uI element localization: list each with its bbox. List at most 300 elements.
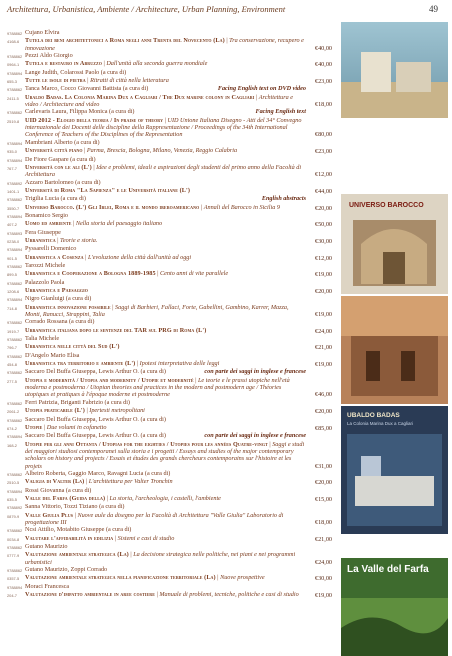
book-price: €80,00 bbox=[314, 131, 332, 139]
catalog-author bbox=[7, 69, 332, 77]
catalog-entry bbox=[7, 220, 332, 228]
book-subtitle: La decisione strategica nelle politiche, nei piani e nei programmi urbanistici bbox=[25, 551, 296, 566]
isbn-code: 9788894 bbox=[7, 584, 23, 590]
isbn-code: 9788862 bbox=[7, 110, 23, 116]
catalog-entry bbox=[7, 551, 332, 566]
book-price: €15,00 bbox=[314, 495, 332, 503]
author-names: Lange Judith, Colarossi Paolo (a cura di) bbox=[25, 68, 127, 76]
isbn-code: 9788862 bbox=[7, 320, 23, 326]
entry-text bbox=[25, 187, 332, 195]
isbn-code: 899-5 bbox=[7, 272, 17, 278]
entry-text bbox=[25, 179, 332, 187]
isbn-code: 9788894 bbox=[7, 488, 23, 494]
entry-text bbox=[25, 295, 332, 303]
book-title: Ubaldo Badas. La Colonia Marina Dux a Cagliari / The Dux marine colony in Cagliari bbox=[25, 93, 255, 101]
catalog-entry bbox=[7, 94, 332, 109]
entry-text: Urbanistica tra territorio e ambiente (L') | Ipotesi interpretativa delle leggi €19,00 bbox=[25, 360, 332, 369]
book-subtitle: Ritratti di città nella letteratura bbox=[90, 77, 169, 85]
catalog-author bbox=[7, 368, 332, 376]
book-title: Universo Barocco. (L') Gli Iblei, Roma e il mondo iberoamericano bbox=[25, 203, 200, 211]
catalog-author bbox=[7, 295, 332, 303]
entry-text: Valutazione ambientale strategica nella pianificazione territoriale (La) | Nuove prospettive €30,00 bbox=[25, 574, 332, 583]
book-subtitle: Dall'unità alla seconda guerra mondiale bbox=[106, 60, 208, 68]
isbn-code: 9788894 bbox=[7, 434, 23, 440]
book-price: €20,00 bbox=[314, 479, 332, 487]
catalog-list bbox=[7, 29, 332, 599]
entry-text: Uomo ed ambiente | Nella storia del paesaggio italiano €50,00 bbox=[25, 220, 332, 229]
catalog-author bbox=[7, 399, 332, 407]
catalog-author bbox=[7, 470, 332, 478]
isbn-code: 9788862 bbox=[7, 528, 23, 534]
book-subtitle: Tra conservazione, recupero e innovazione bbox=[25, 37, 304, 52]
catalog-author bbox=[7, 195, 332, 203]
entry-text bbox=[25, 85, 332, 93]
author-names: Gutano Maurizio bbox=[25, 543, 68, 550]
book-title: Urbanistica e Paesaggio bbox=[25, 287, 88, 294]
entry-text bbox=[25, 69, 332, 77]
catalog-entry bbox=[7, 254, 332, 262]
entry-text bbox=[25, 503, 332, 511]
entry-text bbox=[25, 318, 332, 326]
catalog-entry bbox=[7, 204, 332, 212]
catalog-author bbox=[7, 352, 332, 360]
book-price: €23,00 bbox=[314, 78, 332, 86]
entry-note: English abstracts bbox=[261, 195, 306, 203]
isbn-code: 635-5 bbox=[7, 496, 17, 502]
entry-text bbox=[25, 229, 332, 237]
isbn-code: 9788894 bbox=[7, 297, 23, 303]
author-names: Corrado Rossana (a cura di) bbox=[25, 318, 95, 326]
entry-text: Utopia praticabile (L') | Ipertesti metropolitani €20,00 bbox=[25, 407, 332, 416]
entry-text: Valutare l'affidabilità in edilizia | Sistemi e casi di studio €21,00 bbox=[25, 534, 332, 543]
book-subtitle: Manuale di problemi, tecniche, politiche e casi di studio bbox=[159, 591, 299, 599]
book-title: Urbanistica bbox=[25, 236, 56, 244]
book-title: Valutazione ambientale strategica nella pianificazione territoriale (La) bbox=[25, 574, 216, 582]
book-price: €18,00 bbox=[314, 101, 332, 109]
book-title: Valutazione ambientale strategica (La) bbox=[25, 551, 129, 559]
isbn-code: 3550-7 bbox=[7, 205, 20, 211]
author-names: Saccaro Del Buffa Giuseppa, Lewis Arthur O. (a cura di) bbox=[25, 368, 166, 376]
isbn-code: 9788862 bbox=[7, 545, 23, 550]
isbn-code: 2510-5 bbox=[7, 480, 20, 486]
entry-text bbox=[25, 335, 332, 343]
entry-text: Università con le ali (L') | Idee e problemi, ideali e aspirazioni degli studenti del primo anno della Facoltà di Architettura €12,00 bbox=[25, 163, 332, 179]
author-names: Fera Giuseppe bbox=[25, 228, 61, 236]
isbn-code: 168-2 bbox=[7, 442, 17, 448]
book-cover-universo-barocco[interactable] bbox=[341, 194, 448, 294]
book-subtitle: Annali del Barocco in Sicilia 9 bbox=[203, 203, 280, 211]
catalog-entry bbox=[7, 495, 332, 503]
entry-text bbox=[25, 416, 332, 424]
isbn-code: 935-0 bbox=[7, 149, 17, 155]
entry-text bbox=[25, 108, 332, 116]
catalog-entry bbox=[7, 535, 332, 543]
catalog-author bbox=[7, 566, 332, 574]
isbn-code: 767-7 bbox=[7, 165, 17, 171]
catalog-author bbox=[7, 432, 332, 440]
book-price: €19,00 bbox=[314, 361, 332, 369]
entry-text: UID 2012 - Elogio della teoria / In praise of theory | UID Unione Italiana Disegno - Atti del 34° Convegno internazionale dei Docenti delle discipline della Rappresentazione / Proceedings of the 34th International Conference of Teachers of the Disciplines of the Representation €80,00 bbox=[25, 116, 332, 139]
catalog-author bbox=[7, 543, 332, 551]
catalog-entry bbox=[7, 478, 332, 486]
book-price: €31,00 bbox=[314, 462, 332, 470]
catalog-entry bbox=[7, 77, 332, 85]
catalog-entry bbox=[7, 360, 332, 368]
catalog-entry bbox=[7, 117, 332, 139]
entry-text bbox=[25, 566, 332, 574]
book-title: Urbanistica e Cooperazione a Bologna 1889-1985 bbox=[25, 270, 156, 278]
book-title: Urbanistica nelle città del Sud (L') bbox=[25, 343, 120, 351]
catalog-entry bbox=[7, 147, 332, 155]
book-title: Valigia di Valter (La) bbox=[25, 478, 85, 486]
isbn-code: 9788894 bbox=[7, 70, 23, 76]
entry-text bbox=[25, 156, 332, 164]
catalog-author bbox=[7, 156, 332, 164]
isbn-code: 277-5 bbox=[7, 378, 17, 384]
entry-text: Urbanistica a Cosenza | L'evoluzione della città dall'unità ad oggi €12,00 bbox=[25, 253, 332, 262]
author-names: Tarozzi Michele bbox=[25, 261, 66, 269]
cover-subtitle: La Colonia Marina Dux a Cagliari bbox=[347, 421, 414, 426]
author-names: Azzaro Bartolomeo (a cura di) bbox=[25, 178, 101, 186]
isbn-code: 9788893 bbox=[7, 230, 23, 236]
book-subtitle: Le teorie e le prassi utopiche nell'età moderna e postmoderna / Utopian theories and practices in the modern and postmodern age / Théories utopiques et pratiques à l'époque moderne et postmoderne bbox=[25, 376, 290, 399]
isbn-code: 407-2 bbox=[7, 222, 17, 228]
book-title: Valutare l'affidabilità in edilizia bbox=[25, 534, 114, 542]
isbn-code: 0357-5 bbox=[7, 576, 20, 582]
author-names: Bonamico Sergio bbox=[25, 211, 69, 219]
book-subtitle: L'evoluzione della città dall'unità ad oggi bbox=[87, 253, 192, 261]
isbn-code: 0964-1 bbox=[7, 62, 20, 68]
author-names: De Fiore Gaspare (a cura di) bbox=[25, 155, 96, 163]
entry-text: Valle del Farfa (Guida della) | La storia, l'archeologia, i castelli, l'ambiente €15,00 bbox=[25, 494, 332, 503]
book-subtitle: UID Unione Italiana Disegno - Atti del 34° Convegno internazionale dei Docenti delle discipline della Rappresentazione / Proceedings of the 34th International Conference of Teachers of the Disciplines of the Representation bbox=[25, 116, 302, 139]
book-subtitle: Saggi e studi dei maggiori studiosi contemporanei sulla storia e i progetti / Essays and studies of the major contemporary scholars on history and projects / Essais et études des grands chercheurs contemporains sur l'histoire et les projets bbox=[25, 440, 305, 470]
entry-text bbox=[25, 327, 332, 335]
isbn-code: 9788894 bbox=[7, 247, 23, 253]
entry-text bbox=[25, 212, 332, 220]
book-subtitle: Due volumi in cofanetto bbox=[46, 423, 107, 431]
isbn-code: 9788862 bbox=[7, 280, 23, 286]
entry-text bbox=[25, 583, 332, 591]
catalog-entry bbox=[7, 187, 332, 195]
entry-note: con parte dei saggi in inglese e francese bbox=[204, 432, 306, 440]
catalog-author bbox=[7, 416, 332, 424]
entry-text: Università città piano | Parma, Brescia, Bologna, Milano, Venezia, Reggio Calabria €23,00 bbox=[25, 147, 332, 156]
author-names: Ferri Patrizia, Briganti Fabrizio (a cura di) bbox=[25, 398, 130, 406]
author-names: Gutano Maurizio, Zoppi Corrado bbox=[25, 566, 108, 574]
book-price: €46,00 bbox=[314, 391, 332, 399]
book-subtitle: Saggi di Barbieri, Fallaci, Forte, Gabellini, Gambino, Karrer, Mazza, Monti, Ranucci, Strappini, Talia bbox=[25, 303, 289, 319]
author-names: Mambriani Alberto (a cura di) bbox=[25, 138, 100, 146]
page-number: 49 bbox=[429, 4, 438, 14]
entry-text: Tutte le isole di pietra | Ritratti di città nella letteratura €23,00 bbox=[25, 77, 332, 86]
book-title: Uomo ed ambiente bbox=[25, 220, 72, 228]
isbn-code: 9788892 bbox=[7, 180, 23, 186]
book-price: €30,00 bbox=[314, 575, 332, 583]
entry-text bbox=[25, 432, 332, 440]
catalog-author bbox=[7, 139, 332, 147]
isbn-code: 9788892 bbox=[7, 505, 23, 511]
entry-text bbox=[25, 352, 332, 360]
isbn-code: 2519-8 bbox=[7, 118, 20, 124]
book-price: €24,00 bbox=[314, 558, 332, 566]
catalog-author bbox=[7, 108, 332, 116]
entry-text bbox=[25, 52, 332, 60]
book-price: €40,00 bbox=[314, 44, 332, 52]
isbn-code: 0879-9 bbox=[7, 513, 20, 519]
book-title: Utopia e modernità / Utopia and modernity / Utopie et modernité bbox=[25, 376, 194, 384]
cover-title: La Valle del Farfa bbox=[347, 564, 429, 575]
book-subtitle: Architettura e video / Architecture and video bbox=[25, 93, 294, 109]
entry-note: Facing English text bbox=[255, 108, 306, 116]
cover-title: UNIVERSO BAROCCO bbox=[349, 202, 424, 209]
entry-text bbox=[25, 470, 332, 478]
book-price: €19,00 bbox=[314, 311, 332, 319]
isbn-code: 714-8 bbox=[7, 305, 17, 311]
entry-text bbox=[25, 279, 332, 287]
isbn-code: 2061-2 bbox=[7, 409, 20, 415]
book-subtitle: Nella storia del paesaggio italiano bbox=[75, 220, 163, 228]
entry-text bbox=[25, 245, 332, 253]
author-names: D'Angelo Mario Elisa bbox=[25, 351, 80, 359]
catalog-author bbox=[7, 229, 332, 237]
catalog-entry bbox=[7, 377, 332, 399]
isbn-code: 1919-7 bbox=[7, 328, 20, 334]
entry-text bbox=[25, 526, 332, 534]
book-price: €50,00 bbox=[314, 221, 332, 229]
isbn-code: 9788894 bbox=[7, 213, 23, 219]
book-price: €21,00 bbox=[314, 535, 332, 543]
book-price: €12,00 bbox=[314, 171, 332, 179]
entry-text bbox=[25, 262, 332, 270]
catalog-author bbox=[7, 262, 332, 270]
isbn-code: 655-3 bbox=[7, 79, 17, 85]
catalog-entry bbox=[7, 304, 332, 319]
entry-text bbox=[25, 543, 332, 551]
cover-artwork bbox=[341, 194, 448, 294]
isbn-code: 9788862 bbox=[7, 54, 23, 60]
book-title: Valutazione d'impatto ambientale in aree costiere bbox=[25, 591, 156, 599]
cover-title: UBALDO BADAS bbox=[347, 412, 400, 419]
book-subtitle: La storia, l'archeologia, i castelli, l'ambiente bbox=[109, 494, 221, 502]
catalog-entry bbox=[7, 574, 332, 582]
catalog-author bbox=[7, 245, 332, 253]
book-cover[interactable] bbox=[341, 296, 448, 404]
book-cover-ubaldo-badas[interactable] bbox=[341, 406, 448, 534]
author-names: Nigro Gianluigi (a cura di) bbox=[25, 295, 92, 303]
author-names: Saccaro Del Buffa Giuseppa, Lewis Arthur O. (a cura di) bbox=[25, 432, 166, 440]
cover-artwork bbox=[341, 296, 448, 404]
catalog-entry bbox=[7, 270, 332, 278]
isbn-code: 9788894 bbox=[7, 157, 23, 163]
entry-text: Universo Barocco. (L') Gli Iblei, Roma e il mondo iberoamericano | Annali del Barocco in Sicilia 9 €20,00 bbox=[25, 203, 332, 212]
isbn-code: 204-7 bbox=[7, 593, 17, 599]
book-title: Utopie per gli anni Ottanta / Utopias for the eighties / Utopies pour les années Quatre-vingt bbox=[25, 440, 268, 448]
catalog-entry bbox=[7, 407, 332, 415]
book-subtitle: Ipotesi interpretativa delle leggi bbox=[139, 360, 220, 368]
author-names: Palazzolo Paola bbox=[25, 278, 65, 286]
isbn-code: 2411-5 bbox=[7, 95, 19, 101]
entry-text: Utopie | Due volumi in cofanetto €85,00 bbox=[25, 423, 332, 432]
catalog-author bbox=[7, 335, 332, 343]
book-subtitle: Parma, Brescia, Bologna, Milano, Venezia, Reggio Calabria bbox=[86, 147, 238, 155]
book-price: €30,00 bbox=[314, 237, 332, 245]
catalog-entry bbox=[7, 591, 332, 599]
isbn-code: 9788862 bbox=[7, 471, 23, 477]
author-names: Talia Michele bbox=[25, 335, 60, 343]
author-names: Pezzi Aldo Giorgio bbox=[25, 52, 73, 60]
catalog-author bbox=[7, 85, 332, 93]
entry-text: Utopia e modernità / Utopia and modernity / Utopie et modernité | Le teorie e le prassi utopiche nell'età moderna e postmoderna / Utopian theories and practices in the modern and postmodern age / Théories utopiques et pratiques à l'époque moderne et postmoderne €46,00 bbox=[25, 376, 332, 399]
book-price: €85,00 bbox=[314, 424, 332, 432]
isbn-code: 454-8 bbox=[7, 362, 17, 368]
catalog-entry bbox=[7, 424, 332, 432]
entry-text: Valigia di Valter (La) | L'architettura per Valter Tronchin €20,00 bbox=[25, 478, 332, 487]
isbn-code: 9788862 bbox=[7, 370, 23, 376]
entry-text bbox=[25, 195, 332, 203]
entry-text bbox=[25, 368, 332, 376]
catalog-author bbox=[7, 279, 332, 287]
isbn-code: 9788862 bbox=[7, 353, 23, 359]
catalog-entry bbox=[7, 343, 332, 351]
author-names: Pyssarelli Domenico bbox=[25, 245, 77, 253]
book-subtitle: Teorie e storia. bbox=[60, 236, 98, 244]
entry-text bbox=[25, 487, 332, 495]
book-price: €18,00 bbox=[314, 518, 332, 526]
isbn-code: 9788862 bbox=[7, 197, 23, 203]
isbn-code: 9788862 bbox=[7, 400, 23, 406]
book-price: €21,00 bbox=[314, 344, 332, 352]
catalog-author bbox=[7, 318, 332, 326]
isbn-code: 1401-1 bbox=[7, 188, 20, 194]
book-title: Tutela dei beni architettonici a Roma negli anni Trenta del Novecento (La) bbox=[25, 37, 225, 45]
entry-text: Urbanistica innovazione possibile | Saggi di Barbieri, Fallaci, Forte, Gabellini, Gambino, Karrer, Mazza, Monti, Ranucci, Strappini, Talia €19,00 bbox=[25, 303, 332, 319]
book-subtitle: Nuove aule da disegno per la Facoltà di Architettura "Valle Giulia" Laboratorio di progettazione III bbox=[25, 511, 284, 526]
entry-text: Tutela dei beni architettonici a Roma negli anni Trenta del Novecento (La) | Tra conservazione, recupero e innovazione €40,00 bbox=[25, 37, 332, 52]
entry-text: Valle Giulia Plus | Nuove aule da disegno per la Facoltà di Architettura "Valle Giulia" Laboratorio di progettazione III €18,00 bbox=[25, 511, 332, 526]
book-price: €19,00 bbox=[314, 592, 332, 600]
catalog-author bbox=[7, 29, 332, 37]
book-subtitle: Idee e problemi, ideali e aspirazioni degli studenti del primo anno della Facoltà di Architettura bbox=[25, 163, 302, 179]
isbn-code: 4168-6 bbox=[7, 39, 20, 45]
entry-text: Valutazione ambientale strategica (La) | La decisione strategica nelle politiche, nei piani e nei programmi urbanistici €24,00 bbox=[25, 551, 332, 566]
catalog-author bbox=[7, 526, 332, 534]
entry-note: Facing English text on DVD video bbox=[217, 85, 306, 93]
catalog-entry bbox=[7, 37, 332, 52]
entry-text bbox=[25, 343, 332, 351]
book-price: €12,00 bbox=[314, 254, 332, 262]
book-cover-valle-del-farfa[interactable] bbox=[341, 558, 448, 656]
entry-text bbox=[25, 29, 332, 37]
book-title: UID 2012 - Elogio della teoria / In praise of theory bbox=[25, 116, 164, 124]
book-subtitle: Cento anni di vite parallele bbox=[160, 270, 229, 278]
book-subtitle: Nuove prospettive bbox=[220, 574, 265, 582]
book-title: Urbanistica tra territorio e ambiente (L') bbox=[25, 360, 136, 368]
catalog-entry bbox=[7, 237, 332, 245]
isbn-code: 0777-9 bbox=[7, 553, 20, 559]
book-subtitle: Sistemi e casi di studio bbox=[117, 534, 175, 542]
catalog-entry bbox=[7, 512, 332, 527]
isbn-code: 9788862 bbox=[7, 417, 23, 423]
isbn-code: 9788894 bbox=[7, 140, 23, 146]
isbn-code: 9788862 bbox=[7, 31, 23, 36]
author-names: Ncsi Attilio, Motabito Giuseppe (a cura di) bbox=[25, 526, 132, 534]
book-title: Urbanistica innovazione possibile bbox=[25, 303, 111, 311]
catalog-author bbox=[7, 179, 332, 187]
isbn-code: 9788862 bbox=[7, 568, 23, 574]
author-names: Carlevaris Laura, Filippa Monica (a cura di) bbox=[25, 108, 135, 116]
author-names: Saccaro Del Buffa Giuseppa, Lewis Arthur O. (a cura di) bbox=[25, 415, 166, 423]
isbn-code: 0034-8 bbox=[7, 536, 20, 542]
book-price: €44,00 bbox=[314, 187, 332, 195]
book-price: €20,00 bbox=[314, 408, 332, 416]
isbn-code: 1208-6 bbox=[7, 289, 20, 294]
book-title: Università con le ali (L') bbox=[25, 163, 92, 171]
isbn-code: 9788862 bbox=[7, 87, 23, 93]
book-title: Università città piano bbox=[25, 147, 83, 155]
catalog-entry bbox=[7, 441, 332, 470]
isbn-code: 901-5 bbox=[7, 255, 17, 261]
entry-text bbox=[25, 399, 332, 407]
book-title: Università di Roma "La Sapienza" e le Università italiane (L') bbox=[25, 186, 190, 194]
entry-text: Tutela e restauro in Abruzzo | Dall'unità alla seconda guerra mondiale €40,00 bbox=[25, 60, 332, 69]
author-names: Tanca Marco, Cocco Giovanni Battista (a cura di) bbox=[25, 85, 149, 93]
isbn-code: 0238-0 bbox=[7, 238, 20, 244]
entry-text: Urbanistica e Cooperazione a Bologna 1889-1985 | Cento anni di vite parallele €19,00 bbox=[25, 270, 332, 279]
author-names: Rossi Giovanna (a cura di) bbox=[25, 486, 92, 494]
entry-text: Utopie per gli anni Ottanta / Utopias for the eighties / Utopies pour les années Quatre-vingt | Saggi e studi dei maggiori studiosi contemporanei sulla storia e i progetti / Essays and studies of the major contemporary scholars on history and projects / Essais et études des grands chercheurs contemporains sur l'histoire et les projets €31,00 bbox=[25, 440, 332, 470]
book-price: €20,00 bbox=[314, 204, 332, 212]
catalog-entry bbox=[7, 60, 332, 68]
book-title: Utopie bbox=[25, 423, 43, 431]
book-title: Utopia praticabile (L') bbox=[25, 407, 85, 415]
book-title: Urbanistica a Cosenza bbox=[25, 253, 84, 261]
catalog-author bbox=[7, 212, 332, 220]
book-cover[interactable] bbox=[341, 22, 448, 118]
book-price: €19,00 bbox=[314, 271, 332, 279]
catalog-author bbox=[7, 52, 332, 60]
book-price: €20,00 bbox=[314, 288, 332, 295]
entry-text bbox=[25, 287, 332, 295]
book-price: €24,00 bbox=[314, 327, 332, 335]
author-names: Moraci Francesca bbox=[25, 582, 70, 590]
book-subtitle: L'architettura per Valter Tronchin bbox=[88, 478, 173, 486]
catalog-author bbox=[7, 503, 332, 511]
author-names: Trigilia Lucia (a cura di) bbox=[25, 195, 86, 203]
author-names: Cujano Elvira bbox=[25, 29, 60, 36]
isbn-code: 674-2 bbox=[7, 425, 17, 431]
book-subtitle: Ipertesti metropolitani bbox=[89, 407, 145, 415]
entry-text: Urbanistica | Teorie e storia. €30,00 bbox=[25, 236, 332, 245]
isbn-code: 9788862 bbox=[7, 337, 23, 343]
entry-note: con parte dei saggi in inglese e francese bbox=[204, 368, 306, 376]
catalog-entry bbox=[7, 287, 332, 295]
book-price: €40,00 bbox=[314, 61, 332, 69]
author-names: Albeiro Roberta, Gaggio Marco, Ravagni Lucia (a cura di) bbox=[25, 469, 171, 477]
cover-artwork bbox=[341, 22, 448, 118]
author-names: Sanna Vittorio, Tozzi Tiziano (a cura di) bbox=[25, 503, 125, 511]
catalog-entry bbox=[7, 164, 332, 179]
book-title: Tutela e restauro in Abruzzo bbox=[25, 60, 102, 68]
entry-text: Valutazione d'impatto ambientale in aree costiere | Manuale di problemi, tecniche, politiche e casi di studio €19,00 bbox=[25, 591, 332, 600]
catalog-author bbox=[7, 487, 332, 495]
isbn-code: 796-7 bbox=[7, 345, 17, 351]
book-price: €23,00 bbox=[314, 148, 332, 156]
book-title: Tutte le isole di pietra bbox=[25, 77, 86, 85]
section-title: Architettura, Urbanistica, Ambiente / Architecture, Urban Planning, Environment bbox=[7, 4, 286, 14]
book-title: Valle Giulia Plus bbox=[25, 511, 74, 519]
book-title: Valle del Farfa (Guida della) bbox=[25, 494, 106, 502]
